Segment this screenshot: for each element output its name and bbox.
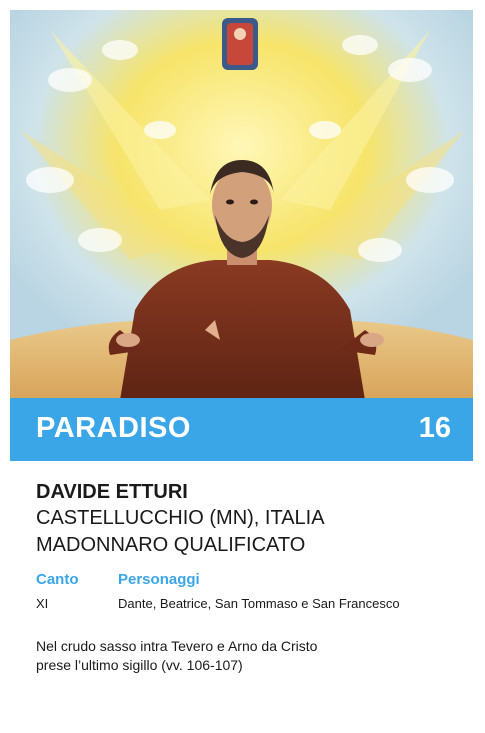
artist-role: MADONNARO QUALIFICATO bbox=[36, 534, 306, 556]
section-banner bbox=[10, 398, 473, 461]
card-number: 16 bbox=[418, 412, 451, 444]
quote-line-2: prese l’ultimo sigillo (vv. 106-107) bbox=[36, 657, 243, 673]
artist-location: CASTELLUCCHIO (MN), ITALIA bbox=[36, 507, 325, 529]
section-title: PARADISO bbox=[36, 412, 191, 444]
painting-saint-francis bbox=[10, 10, 473, 400]
quote-line-1: Nel crudo sasso intra Tevero e Arno da Cristo bbox=[36, 638, 318, 654]
personaggi-label: Personaggi bbox=[118, 571, 200, 588]
canto-label: Canto bbox=[36, 571, 79, 588]
artwork-image bbox=[10, 10, 473, 400]
quote bbox=[36, 637, 456, 675]
personaggi-value: Dante, Beatrice, San Tommaso e San Francesco bbox=[118, 596, 400, 611]
canto-value: XI bbox=[36, 596, 49, 611]
artist-name: DAVIDE ETTURI bbox=[36, 481, 188, 503]
